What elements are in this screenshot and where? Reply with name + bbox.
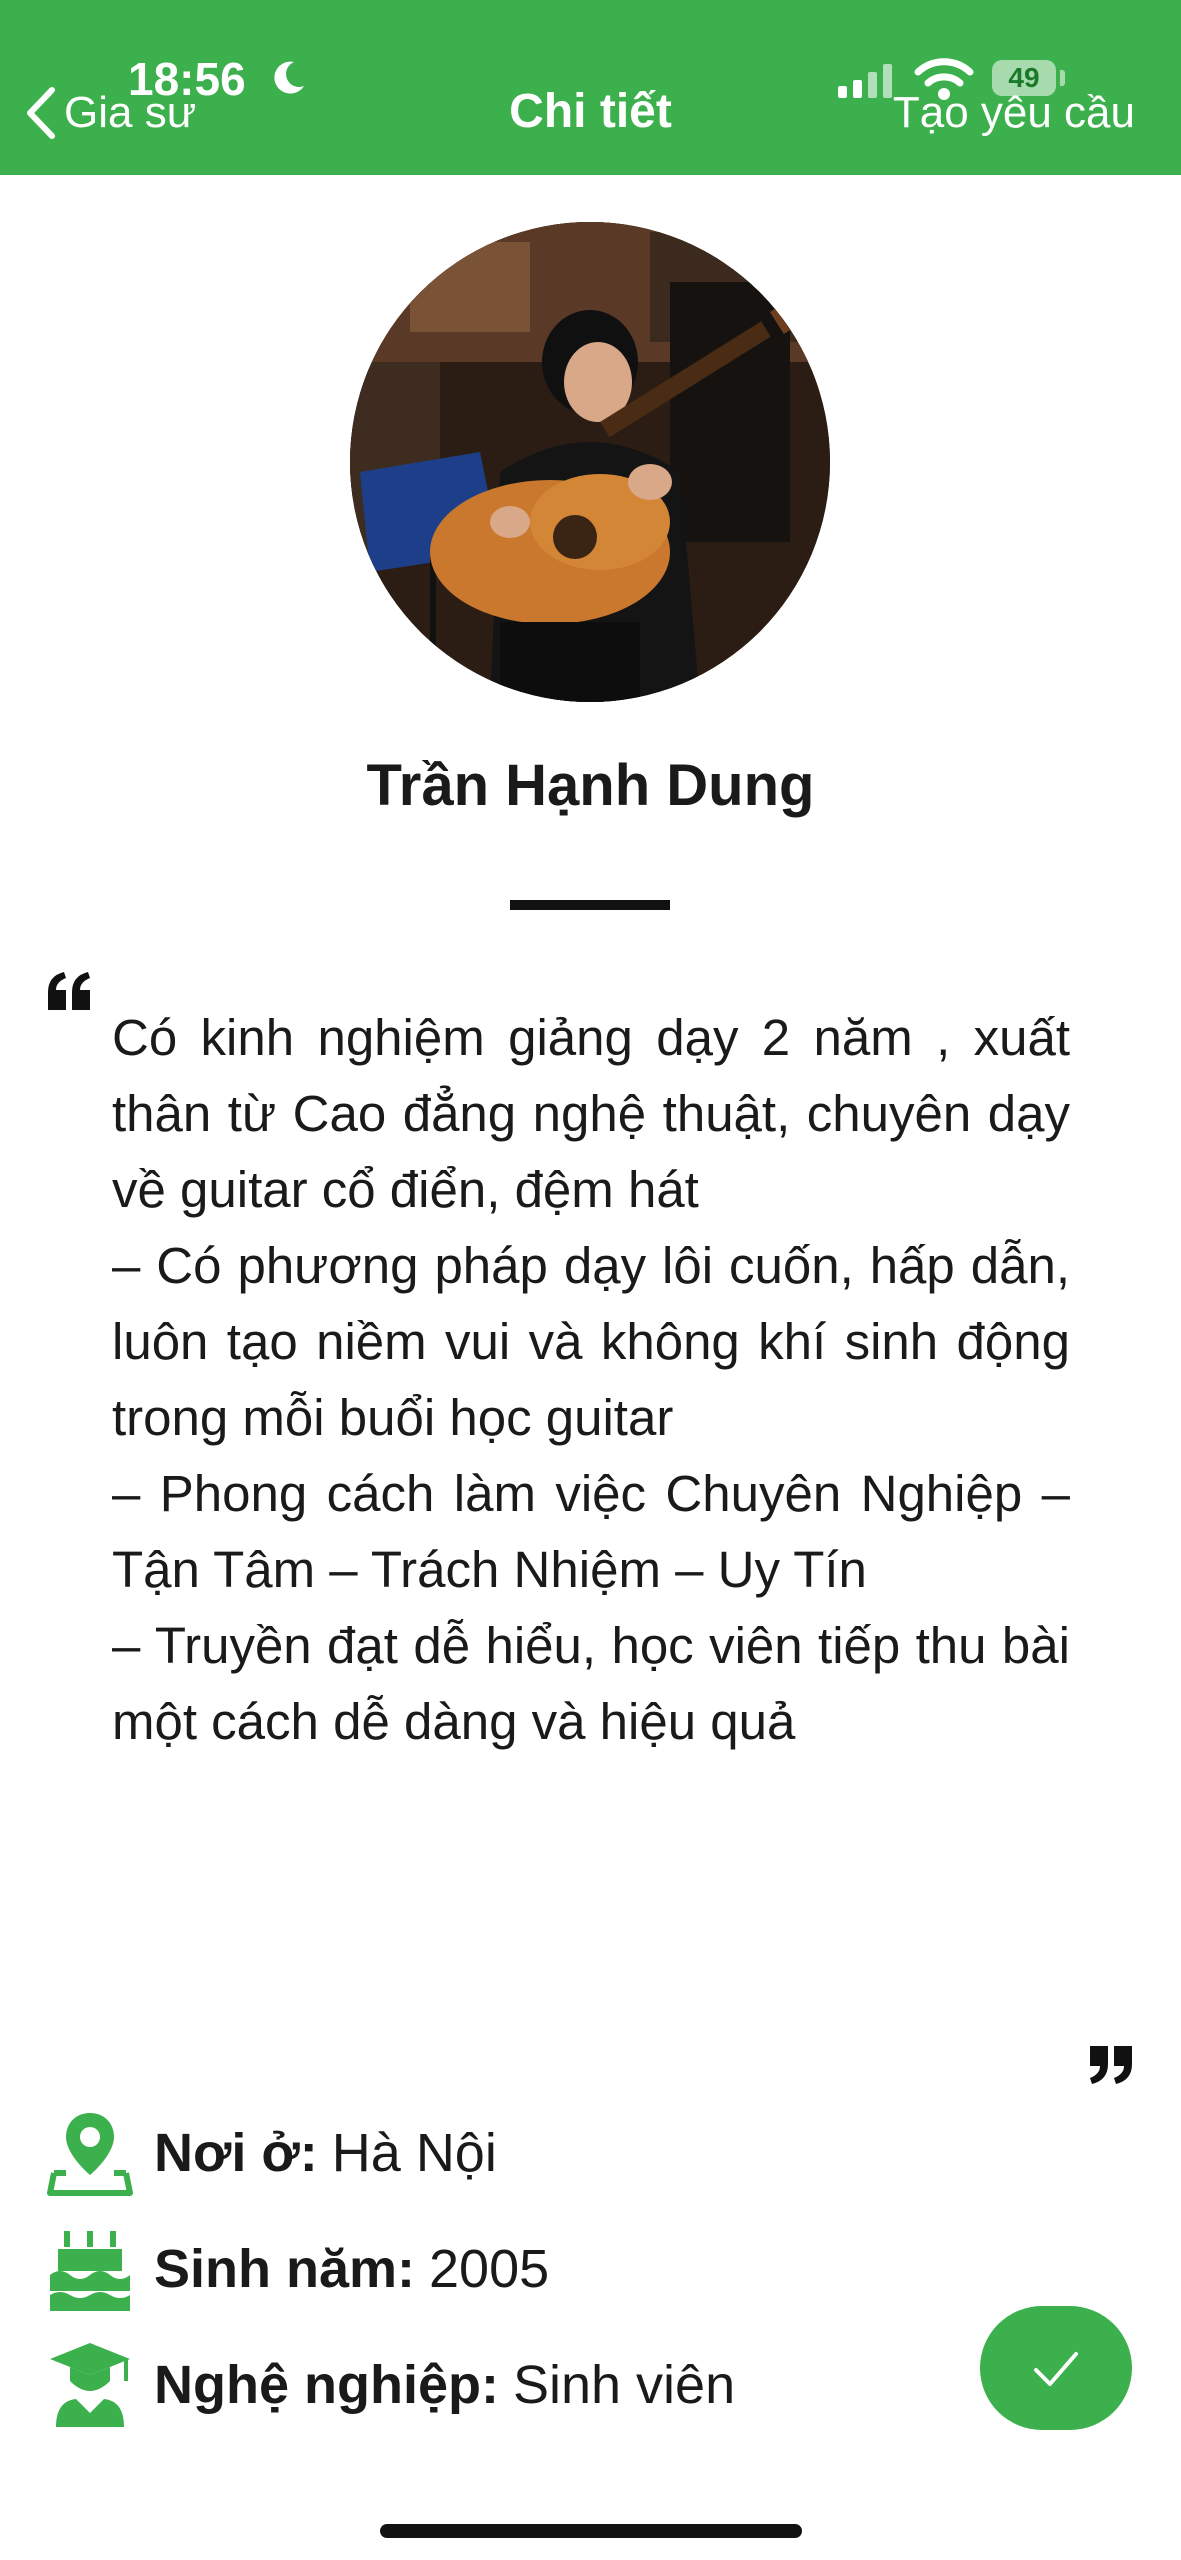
back-label: Gia sư bbox=[64, 88, 197, 137]
create-request-button[interactable]: Tạo yêu cầu bbox=[892, 88, 1135, 137]
chevron-left-icon bbox=[20, 84, 60, 142]
birthday-cake-icon bbox=[46, 2225, 134, 2313]
home-indicator bbox=[380, 2524, 802, 2538]
bio-paragraph: – Có phương pháp dạy lôi cuốn, hấp dẫn, luôn tạo niềm vui và không khí sinh động trong mỗi buổi học guitar bbox=[112, 1237, 1070, 1446]
back-button[interactable] bbox=[20, 78, 196, 148]
detail-value: 2005 bbox=[429, 2239, 550, 2299]
detail-value: Hà Nội bbox=[331, 2123, 497, 2183]
confirm-fab-button[interactable] bbox=[980, 2306, 1132, 2430]
graduate-icon bbox=[46, 2341, 134, 2429]
tutor-name: Trần Hạnh Dung bbox=[366, 753, 815, 818]
detail-value: Sinh viên bbox=[512, 2355, 736, 2415]
location-pin-icon bbox=[46, 2109, 134, 2197]
detail-label: Nghệ nghiệp: bbox=[154, 2355, 499, 2415]
checkmark-icon bbox=[1028, 2340, 1084, 2396]
tutor-bio bbox=[112, 1000, 1070, 1760]
bio-paragraph: – Phong cách làm việc Chuyên Nghiệp – Tận Tâm – Trách Nhiệm – Uy Tín bbox=[112, 1465, 1070, 1598]
bio-paragraph: Có kinh nghiệm giảng dạy 2 năm , xuất thân từ Cao đẳng nghệ thuật, chuyên dạy về guitar cổ điển, đệm hát bbox=[112, 1009, 1070, 1218]
detail-label: Sinh năm: bbox=[154, 2239, 416, 2299]
page-title: Chi tiết bbox=[509, 85, 672, 138]
avatar bbox=[350, 222, 830, 702]
detail-label: Nơi ở: bbox=[154, 2123, 318, 2183]
detail-row-occupation bbox=[46, 2340, 735, 2430]
signal-icon bbox=[838, 64, 892, 98]
bio-paragraph: – Truyền đạt dễ hiểu, học viên tiếp thu bài một cách dễ dàng và hiệu quả bbox=[112, 1617, 1070, 1750]
battery-cap bbox=[1060, 70, 1065, 86]
detail-row-birth-year bbox=[46, 2224, 549, 2314]
title-divider bbox=[510, 900, 670, 910]
detail-row-location bbox=[46, 2108, 497, 2198]
moon-icon bbox=[268, 58, 308, 98]
nav-bar bbox=[0, 0, 1181, 175]
battery-indicator: 49 bbox=[992, 60, 1056, 96]
status-time: 18:56 bbox=[128, 53, 246, 105]
open-quote-icon bbox=[46, 970, 94, 1012]
close-quote-icon bbox=[1086, 2044, 1134, 2086]
avatar-photo bbox=[350, 222, 830, 702]
